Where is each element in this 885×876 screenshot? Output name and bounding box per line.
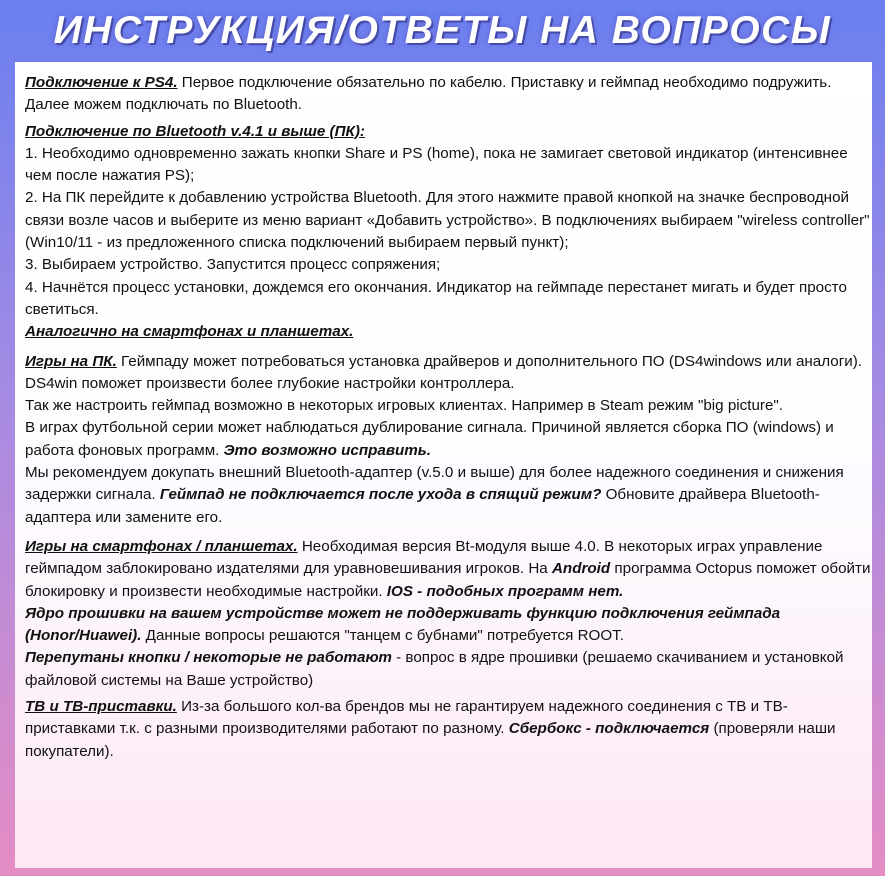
tv-heading: ТВ и ТВ-приставки. xyxy=(25,698,177,716)
mobile-kernel-bold: Ядро прошивки на вашем устройстве может не поддерживать функцию подключения геймпада (Honor/Huawei). xyxy=(25,604,781,645)
bt-note-text: Аналогично на смартфонах и планшетах. xyxy=(25,323,354,341)
ps4-text: Первое подключение обязательно по кабелю. Приставку и геймпад необходимо подружить. Далее можем подключать по Bluetooth. xyxy=(25,74,832,114)
bt-step-1: 1. Необходимо одновременно зажать кнопки Share и PS (home), пока не замигает световой индикатор (интенсивнее чем после нажатия PS); xyxy=(25,144,848,185)
bt-step-4: 4. Начнётся процесс установки, дождемся его окончания. Индикатор на геймпаде перестанет мигать и будет просто светиться. xyxy=(25,278,847,318)
tv-sber: Сбербокс - подключается xyxy=(508,720,710,738)
ps4-heading: Подключение к PS4. xyxy=(25,74,178,91)
section-bt-heading xyxy=(25,121,872,143)
mobile-android: Android xyxy=(551,560,611,578)
pc-text-4: Мы рекомендуем докупать внешний Bluetooth-адаптер (v.5.0 и выше) для более надежного соединения и снижения задержки сигнала. xyxy=(25,464,844,504)
tv-sber-text: (проверяли наши покупатели). xyxy=(25,720,836,760)
mobile-mixed-bold: Перепутаны кнопки / некоторые не работают xyxy=(25,649,392,667)
bt-note xyxy=(25,321,872,343)
section-pc xyxy=(25,351,872,396)
pc-text-2: Так же настроить геймпад возможно в некоторых игровых клиентах. Например в Steam режим "big picture". xyxy=(25,397,784,415)
instructions-panel xyxy=(15,62,872,868)
pc-text-4c: Обновите драйвера Bluetooth-адаптера или замените его. xyxy=(25,486,820,526)
mobile-text-1: Необходимая версия Bt-модуля выше 4.0. В некоторых играх управление геймпадом заблокировано издателями для уравновешивания игроков. На xyxy=(25,537,823,578)
mobile-text-1b: программа Octopus поможет обойти блокировку и произвести необходимые настройки. xyxy=(25,560,871,600)
page-title: ИНСТРУКЦИЯ/ОТВЕТЫ НА ВОПРОСЫ xyxy=(53,9,832,52)
mobile-ios: IOS - подобных программ нет. xyxy=(386,582,624,600)
pc-text-3: В играх футбольной серии может наблюдаться дублирование сигнала. Причиной является сборка ПО (windows) и работа фоновых программ. xyxy=(25,419,834,459)
pc-fixable: Это возможно исправить. xyxy=(223,441,432,459)
mobile-kernel xyxy=(25,603,872,648)
section-tv xyxy=(25,696,872,763)
pc-football xyxy=(25,417,872,462)
bt-step-3: 3. Выбираем устройство. Запустится процесс сопряжения; xyxy=(25,256,441,274)
pc-text-1: Геймпаду может потребоваться установка драйверов и дополнительного ПО (DS4windows или аналоги). DS4win поможет произвести более глубокие настройки контроллера. xyxy=(25,352,863,392)
section-mobile xyxy=(25,536,872,603)
bt-step-2: 2. На ПК перейдите к добавлению устройства Bluetooth. Для этого нажмите правой кнопкой на значке беспроводной связи возле часов и выберите из меню вариант «Добавить устройство». В подключениях выбираем "wireless controller" (Win10/11 - из предложенного списка подключений выбираем первый пункт); xyxy=(25,189,870,252)
mobile-mixed-text: - вопрос в ядре прошивки (решаемо скачиванием и установкой файловой системы на Ваше устройство) xyxy=(25,649,844,689)
pc-adapter xyxy=(25,462,872,529)
bt-heading: Подключение по Bluetooth v.4.1 и выше (ПК): xyxy=(25,122,365,140)
section-ps4 xyxy=(25,72,872,117)
mobile-kernel-text: Данные вопросы решаются "танцем с бубнами" потребуется ROOT. xyxy=(141,627,624,645)
mobile-heading: Игры на смартфонах / планшетах. xyxy=(25,537,298,555)
pc-sleep-question: Геймпад не подключается после ухода в спящий режим? xyxy=(159,486,602,504)
pc-heading: Игры на ПК. xyxy=(25,352,117,370)
mobile-mixed xyxy=(25,647,872,692)
header-banner xyxy=(0,0,885,62)
tv-text: Из-за большого кол-ва брендов мы не гарантируем надежного соединения с ТВ и ТВ-приставками т.к. с разными производителями работают по разному. xyxy=(25,698,788,738)
